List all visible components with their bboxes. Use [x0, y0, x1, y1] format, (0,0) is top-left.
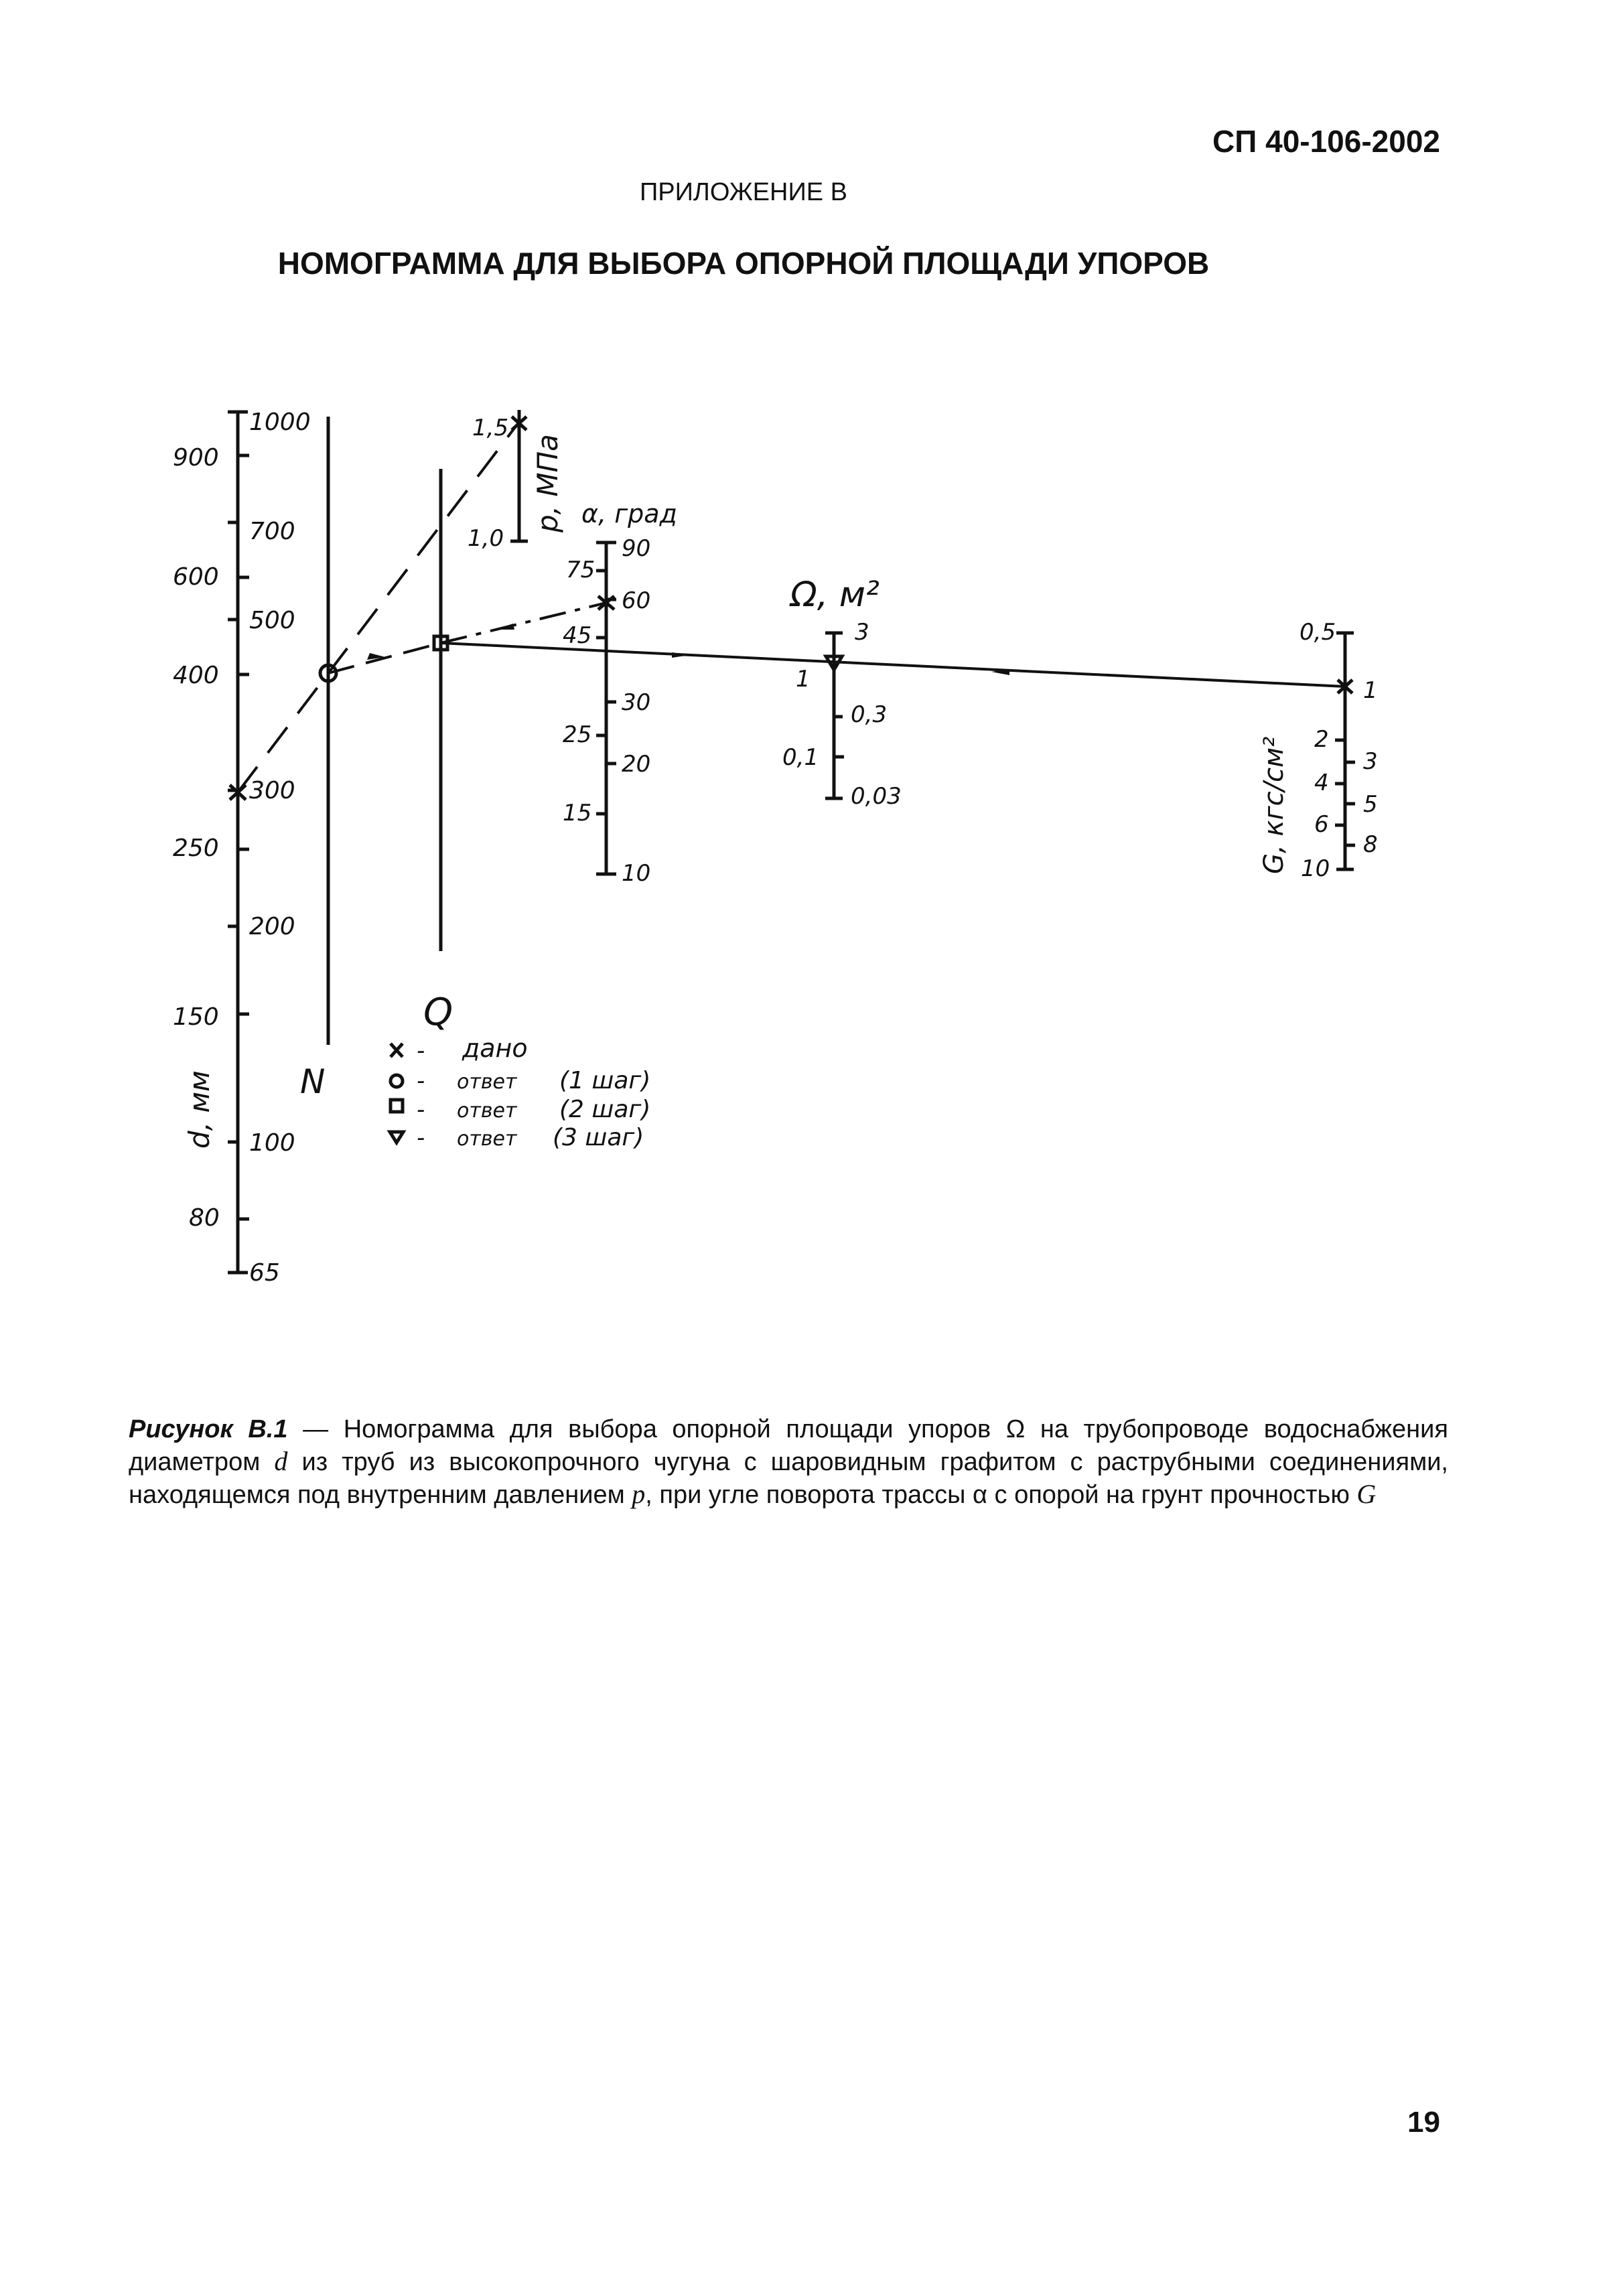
appendix-heading: ПРИЛОЖЕНИЕ В: [639, 178, 848, 206]
legend-text: ответ: [457, 1127, 517, 1151]
alpha-tick-45: 45: [563, 622, 592, 649]
alpha-tick-20: 20: [622, 751, 651, 778]
legend-step: (1 шаг): [559, 1067, 651, 1094]
legend-step: (3 шаг): [553, 1124, 644, 1151]
d-tick-400: 400: [173, 662, 219, 689]
omega-tick-0-03: 0,03: [851, 783, 902, 810]
caption-text-1: Номограмма для выбора опорной площади упоров Ω на трубопроводе водоснабжения диаметром: [129, 1415, 1448, 1476]
g-tick-6: 6: [1314, 811, 1329, 838]
n-to-q-line: [328, 643, 441, 673]
p-tick-1-0: 1,0: [468, 525, 504, 552]
d-tick-65: 65: [249, 1259, 280, 1287]
d-tick-200: 200: [249, 913, 295, 940]
g-tick-8: 8: [1363, 831, 1378, 858]
document-code: СП 40-106-2002: [1212, 124, 1440, 159]
omega-tick-3: 3: [855, 619, 869, 646]
g-tick-3: 3: [1363, 748, 1378, 775]
d-tick-500: 500: [249, 607, 295, 634]
legend-text: ответ: [457, 1099, 517, 1123]
caption-dash: —: [287, 1415, 344, 1443]
arrow-q-omega: [672, 652, 690, 658]
legend-text: дано: [462, 1033, 528, 1063]
page-title: НОМОГРАММА ДЛЯ ВЫБОРА ОПОРНОЙ ПЛОЩАДИ УПОРОВ: [277, 246, 1210, 281]
caption-var-g: G: [1356, 1479, 1377, 1509]
caption-text-3: , при угле поворота трассы α с опорой на грунт прочностью: [645, 1481, 1357, 1509]
caption-var-d: d: [274, 1446, 288, 1476]
page-number: 19: [1407, 2106, 1440, 2139]
d-tick-100: 100: [249, 1129, 295, 1157]
legend-text: ответ: [457, 1070, 517, 1094]
omega-tick-1: 1: [796, 666, 811, 693]
g-tick-2: 2: [1314, 726, 1329, 753]
figure-caption: [129, 1413, 1448, 1511]
caption-var-p: p: [632, 1479, 646, 1509]
q-to-g-line: [441, 643, 1345, 687]
alpha-tick-10: 10: [622, 860, 651, 887]
d-tick-900: 900: [173, 444, 219, 472]
omega-tick-0-1: 0,1: [782, 744, 819, 771]
alpha-tick-15: 15: [563, 800, 592, 827]
g-tick-4: 4: [1314, 770, 1329, 796]
alpha-tick-30: 30: [622, 689, 651, 716]
omega-axis-label: Ω, м²: [790, 575, 880, 615]
alpha-tick-60: 60: [622, 587, 651, 614]
legend-dash: -: [417, 1125, 425, 1151]
caption-text-2: из труб из высокопрочного чугуна с шаровидным графитом с раструбными соединениями, находящемся под внутренним давлением: [129, 1448, 1448, 1509]
legend-dash: -: [417, 1037, 425, 1064]
figure-label: Рисунок В.1: [129, 1415, 288, 1443]
g-axis-label: G, кгс/см²: [1259, 736, 1289, 874]
legend: [417, 1033, 650, 1151]
p-tick-1-5: 1,5: [472, 415, 509, 441]
alpha-axis-label: α, град: [581, 499, 677, 528]
g-tick-0-5: 0,5: [1300, 619, 1336, 646]
d-tick-80: 80: [189, 1204, 220, 1232]
n-axis-label: N: [300, 1062, 326, 1101]
g-tick-10: 10: [1301, 855, 1330, 882]
g-tick-5: 5: [1363, 791, 1378, 818]
alpha-tick-25: 25: [563, 721, 592, 748]
legend-step: (2 шаг): [559, 1096, 651, 1123]
d-tick-700: 700: [249, 518, 295, 545]
p-axis-label: p, МПа: [531, 434, 564, 532]
d-tick-250: 250: [173, 835, 219, 862]
omega-tick-0-3: 0,3: [851, 701, 888, 728]
g-tick-1: 1: [1363, 677, 1378, 704]
legend-dash: -: [417, 1068, 425, 1094]
d-tick-600: 600: [173, 563, 219, 591]
d-tick-1000: 1000: [249, 409, 311, 436]
d-tick-150: 150: [173, 1003, 219, 1031]
d-axis-label: d, мм: [183, 1070, 216, 1149]
arrow-alpha-q: [496, 624, 514, 630]
q-axis-label: Q: [423, 991, 453, 1034]
alpha-tick-90: 90: [622, 535, 651, 562]
alpha-tick-75: 75: [566, 557, 595, 583]
legend-dash: -: [417, 1096, 425, 1123]
d-tick-300: 300: [249, 777, 295, 804]
